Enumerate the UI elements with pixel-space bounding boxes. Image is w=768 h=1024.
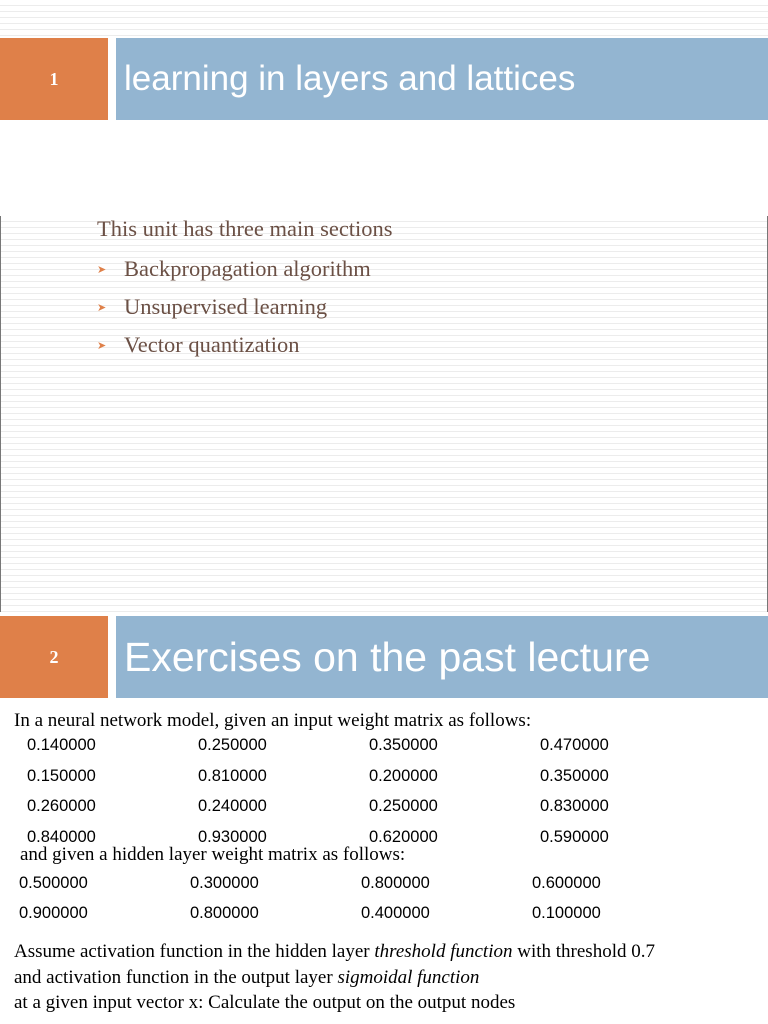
matrix-cell: 0.600000 [532, 874, 601, 892]
matrix-cell: 0.250000 [198, 736, 267, 754]
question-text: at a given input vector x: Calculate the output on the output nodes [14, 992, 516, 1013]
matrix-cell: 0.800000 [361, 874, 430, 892]
matrix-cell: 0.930000 [198, 828, 267, 846]
bullet-text: Unsupervised learning [124, 294, 328, 319]
intro-text: This unit has three main sections [97, 216, 393, 241]
slide-number: 2 [0, 616, 108, 698]
sigmoidal-function-term: sigmoidal function [337, 967, 480, 988]
slide-number: 1 [0, 38, 108, 120]
bullet-item [97, 256, 371, 283]
slide-title-text: learning in layers and lattices [124, 59, 576, 98]
matrix-cell: 0.810000 [198, 767, 267, 785]
matrix-cell: 0.200000 [369, 767, 438, 785]
bullet-text: Backpropagation algorithm [124, 256, 371, 281]
slide-title-text: Exercises on the past lecture [124, 633, 651, 680]
activation-text-line-1 [14, 942, 655, 962]
matrix-cell: 0.350000 [369, 736, 438, 754]
bullet-item [97, 332, 300, 359]
matrix-cell: 0.300000 [190, 874, 259, 892]
hidden-layer-intro-text: and given a hidden layer weight matrix as follows: [20, 844, 406, 865]
matrix-cell: 0.620000 [369, 828, 438, 846]
bullet-item [97, 294, 327, 321]
matrix-cell: 0.500000 [19, 874, 88, 892]
matrix-cell: 0.140000 [27, 736, 96, 754]
matrix-cell: 0.590000 [540, 828, 609, 846]
exercise-intro-text: In a neural network model, given an input weight matrix as follows: [14, 710, 532, 731]
matrix-cell: 0.840000 [27, 828, 96, 846]
activation-text-1b: with threshold 0.7 [512, 941, 655, 962]
matrix-cell: 0.100000 [532, 904, 601, 922]
matrix-cell: 0.350000 [540, 767, 609, 785]
bullet-text: Vector quantization [124, 332, 300, 357]
slide-1-header-background [0, 0, 768, 40]
matrix-cell: 0.260000 [27, 797, 96, 815]
slide-title [116, 616, 768, 698]
matrix-cell: 0.830000 [540, 797, 609, 815]
arrowhead-bullet-icon: ➤ [97, 340, 107, 352]
matrix-cell: 0.470000 [540, 736, 609, 754]
matrix-cell: 0.800000 [190, 904, 259, 922]
activation-text-2a: and activation function in the output layer [14, 967, 338, 988]
slide-2 [0, 612, 768, 1024]
activation-text-1a: Assume activation function in the hidden layer [14, 941, 375, 962]
matrix-cell: 0.400000 [361, 904, 430, 922]
matrix-cell: 0.900000 [19, 904, 88, 922]
activation-text-line-2 [14, 968, 479, 988]
arrowhead-bullet-icon: ➤ [97, 302, 107, 314]
matrix-cell: 0.240000 [198, 797, 267, 815]
threshold-function-term: threshold function [374, 941, 513, 962]
arrowhead-bullet-icon: ➤ [97, 264, 107, 276]
slide-title [116, 38, 768, 120]
matrix-cell: 0.250000 [369, 797, 438, 815]
matrix-cell: 0.150000 [27, 767, 96, 785]
